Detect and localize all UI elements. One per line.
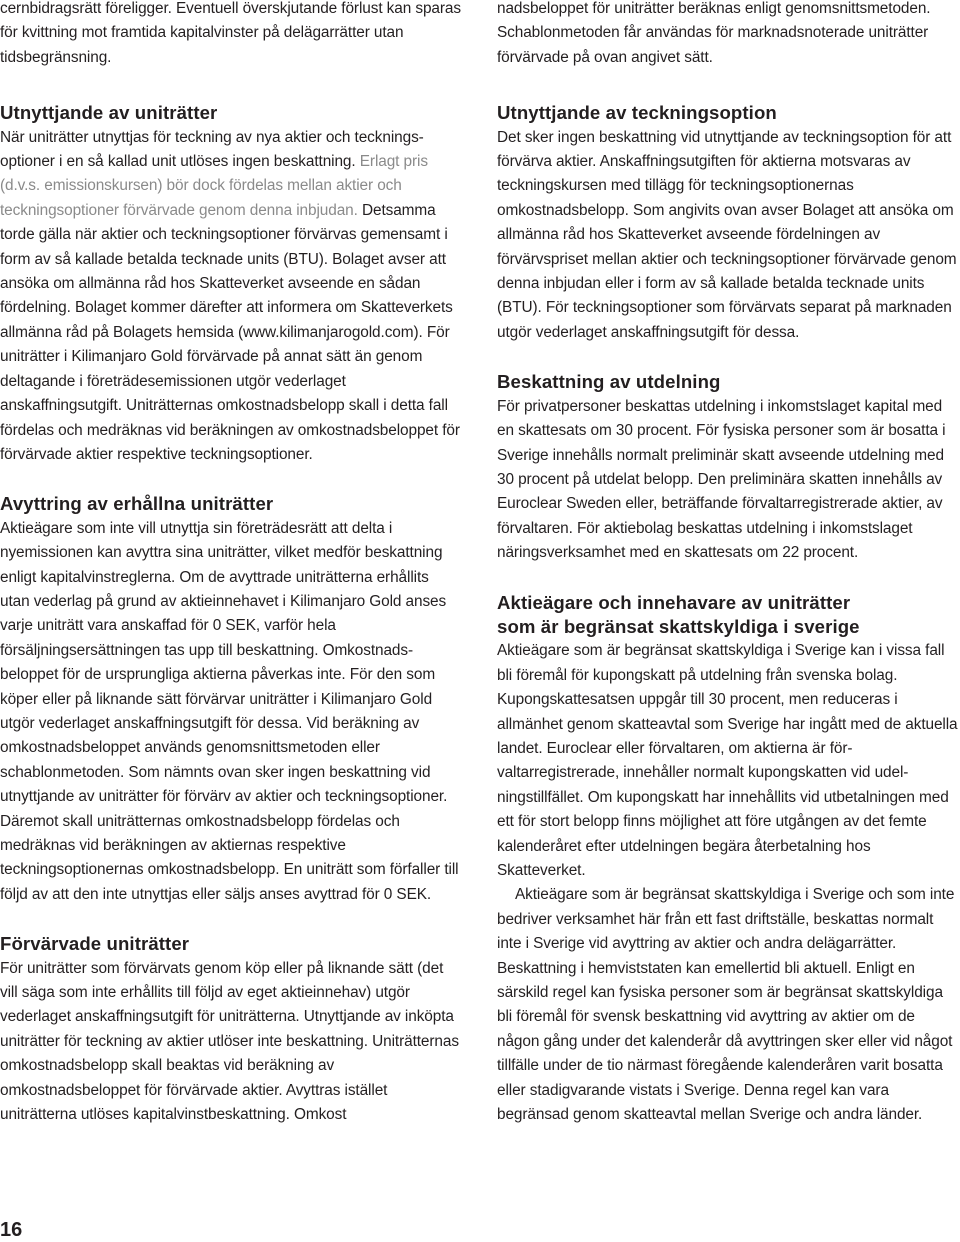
text-segment: Detsamma torde gälla när aktier och teckningsoptioner förvärvas gemensamt i form av så kallade betalda tecknade units (BTU). Bolaget avser att ansöka om allmänna råd hos Skatteverket avseende en sådan fördelning. Bolaget kommer därefter att informera om Skatteverkets allmänna råd på Bolagets hemsida (www.kilimanjarogold.com). För uniträtter i Kilimanjaro Gold förvärvade på annat sätt än genom deltagande i företrädesemissionen utgör vederlaget anskaffningsutgift. Uniträtternas omkostnadsbelopp skall i detta fall fördelas och medräknas vid beräkningen av omkostnadsbeloppet för förvärvade aktier respektive teckningsoptioner. xyxy=(0,201,460,463)
text-segment: När uniträtter utnyttjas för teckning av nya aktier och teckningsoptioner i en så kallad unit utlöses ingen beskattning. xyxy=(0,128,424,171)
heading-line: som är begränsat skattskyldiga i sverige xyxy=(497,615,860,637)
heading-begransat-skattskyldiga xyxy=(497,591,959,640)
heading-beskattning-utdelning: Beskattning av utdelning xyxy=(497,371,721,393)
page-number: 16 xyxy=(0,1219,23,1241)
heading-utnyttjande-teckningsoption: Utnyttjande av teckningsoption xyxy=(497,102,777,124)
right-column xyxy=(497,0,959,1127)
heading-forvarvade-unitratter: Förvärvade uniträtter xyxy=(0,933,190,955)
paragraph-avyttring-unitratter: Aktieägare som inte vill utnyttja sin företrädesrätt att delta i nyemissionen kan avyttra sina uniträtter, vilket medför beskattning enligt kapitalvinstreglerna. Om de avyttrade uniträtterna erhållits utan vederlag på grund av aktieinnehavet i Kilimanjaro Gold anses varje uniträtt vara anskaffad för 0 SEK, varför hela försäljningsersättningen tas upp till beskattning. Omkostnadsbeloppet för de ursprungliga aktierna påverkas inte. För den som köper eller på liknande sätt förvärvar uniträtter i Kilimanjaro Gold utgör vederlaget anskaffningsutgift för dessa. Vid beräkning av omkostnadsbeloppet används genomsnittsmetoden eller schablonmetoden. Som nämnts ovan sker ingen beskattning vid utnyttjande av uniträtter för förvärv av aktier och teckningsoptioner. Däremot skall uniträtternas omkostnadsbelopp fördelas och medräknas vid beräkningen av aktiernas respektive teckningsoptionernas omkostnadsbelopp. En uniträtt som förfaller till följd av att den inte utnyttjas eller säljs anses avyttrad för 0 SEK. xyxy=(0,519,459,903)
paragraph-utnyttjande-teckningsoption: Det sker ingen beskattning vid utnyttjande av teckningsoption för att förvärva aktier. Anskaffningsutgiften för aktierna motsvaras av teckningskursen med tillägg för teckningsoptionernas omkostnadsbelopp. Som angivits ovan avser Bolaget att ansöka om allmänna råd hos Skatteverket avseende fördelningen av förvärvspriset mellan aktier och teckningsoptioner förvärvade genom denna inbjudan eller i form av så kallade betalda tecknade units (BTU). För teckningsoptioner som förvärvats separat på marknaden utgör vederlaget anskaffningsutgift för dessa. xyxy=(497,128,957,341)
paragraph-beskattning-utdelning: För privatpersoner beskattas utdelning i inkomstslaget kapital med en skattesats om 30 procent. För fysiska personer som är bosatta i Sverige innehålls normalt preliminär skatt avseende utdelning med 30 procent på utdelat belopp. Den preliminära skatten innehålls av Euroclear Sweden eller, beträffande förvaltarregistrerade aktier, av förvaltaren. För aktiebolag beskattas utdelning i inkomstslaget näringsverksamhet med en skattesats om 22 procent. xyxy=(497,397,946,562)
paragraph-utnyttjande-unitratter xyxy=(0,126,462,468)
left-column xyxy=(0,0,462,1127)
highlighted-text-segment: Erlagt pris (d.v.s. emissionskursen) bör dock fördelas mellan aktier och teckningsoptioner förvärvade genom denna inbjudan. xyxy=(0,153,428,219)
paragraph-avyttring-begransat: Aktieägare som är begränsat skattskyldiga i Sverige och som inte bedriver verksamhet här från ett fast driftställe, beskattas normalt inte i Sverige vid avyttring av aktier och andra delägarrätter. Beskattning i hemviststaten kan emellertid bli aktuell. Enligt en särskild regel kan fysiska personer som är begränsat skattskyldiga bli föremål för svensk beskattning vid avyttring av aktier om de någon gång under det kalenderår då avyttringen sker eller vid något tillfälle under de tio närmast föregående kalenderåren varit bosatta eller stadigvarande vistats i Sverige. Denna regel kan vara begränsad genom skatteavtal mellan Sverige och andra länder. xyxy=(497,886,955,1124)
paragraph-forvarvade-unitratter: För uniträtter som förvärvats genom köp eller på liknande sätt (det vill säga som inte erhållits till följd av eget aktieinnehav) utgör vederlaget anskaffningsutgift för uniträtterna. Utnyttjande av inköpta uniträtter för teckning av aktier utlöser inte beskattning. Uniträtternas omkostnadsbelopp skall beaktas vid beräkning av omkostnadsbeloppet för förvärvade aktier. Avyttras istället uniträtterna utlöses kapitalvinstbeskattning. Omkost xyxy=(0,959,459,1124)
heading-avyttring-unitratter: Avyttring av erhållna uniträtter xyxy=(0,493,274,515)
heading-utnyttjande-unitratter: Utnyttjande av uniträtter xyxy=(0,102,218,124)
heading-line: Aktieägare och innehavare av uniträtter xyxy=(497,591,851,613)
left-intro-paragraph: cernbidragsrätt föreligger. Eventuell överskjutande förlust kan sparas för kvittning mot framtida kapitalvinster på delägarrätter utan tidsbegränsning. xyxy=(0,0,461,66)
right-intro-paragraph: nadsbeloppet för uniträtter beräknas enligt genomsnittsmetoden. Schablonmetoden får användas för marknadsnoterade uniträtter förvärvade på ovan angivet sätt. xyxy=(497,0,931,66)
paragraph-kupongskatt: Aktieägare som är begränsat skattskyldiga i Sverige kan i vissa fall bli föremål för kupongskatt på utdelning från svenska bolag. Kupongskattesatsen uppgår till 30 procent, men reduceras i allmänhet genom skatteavtal som Sverige har ingått med de aktuella landet. Euroclear eller förvaltaren, om aktierna är förvaltarregistrerade, innehåller normalt kupongskatten vid udelningstillfället. Om kupongskatt har innehållits vid utbetalningen med ett för stort belopp finns möjlighet att före utgången av det femte kalenderåret efter utdelningen begära återbetalning hos Skatteverket. xyxy=(497,642,958,879)
